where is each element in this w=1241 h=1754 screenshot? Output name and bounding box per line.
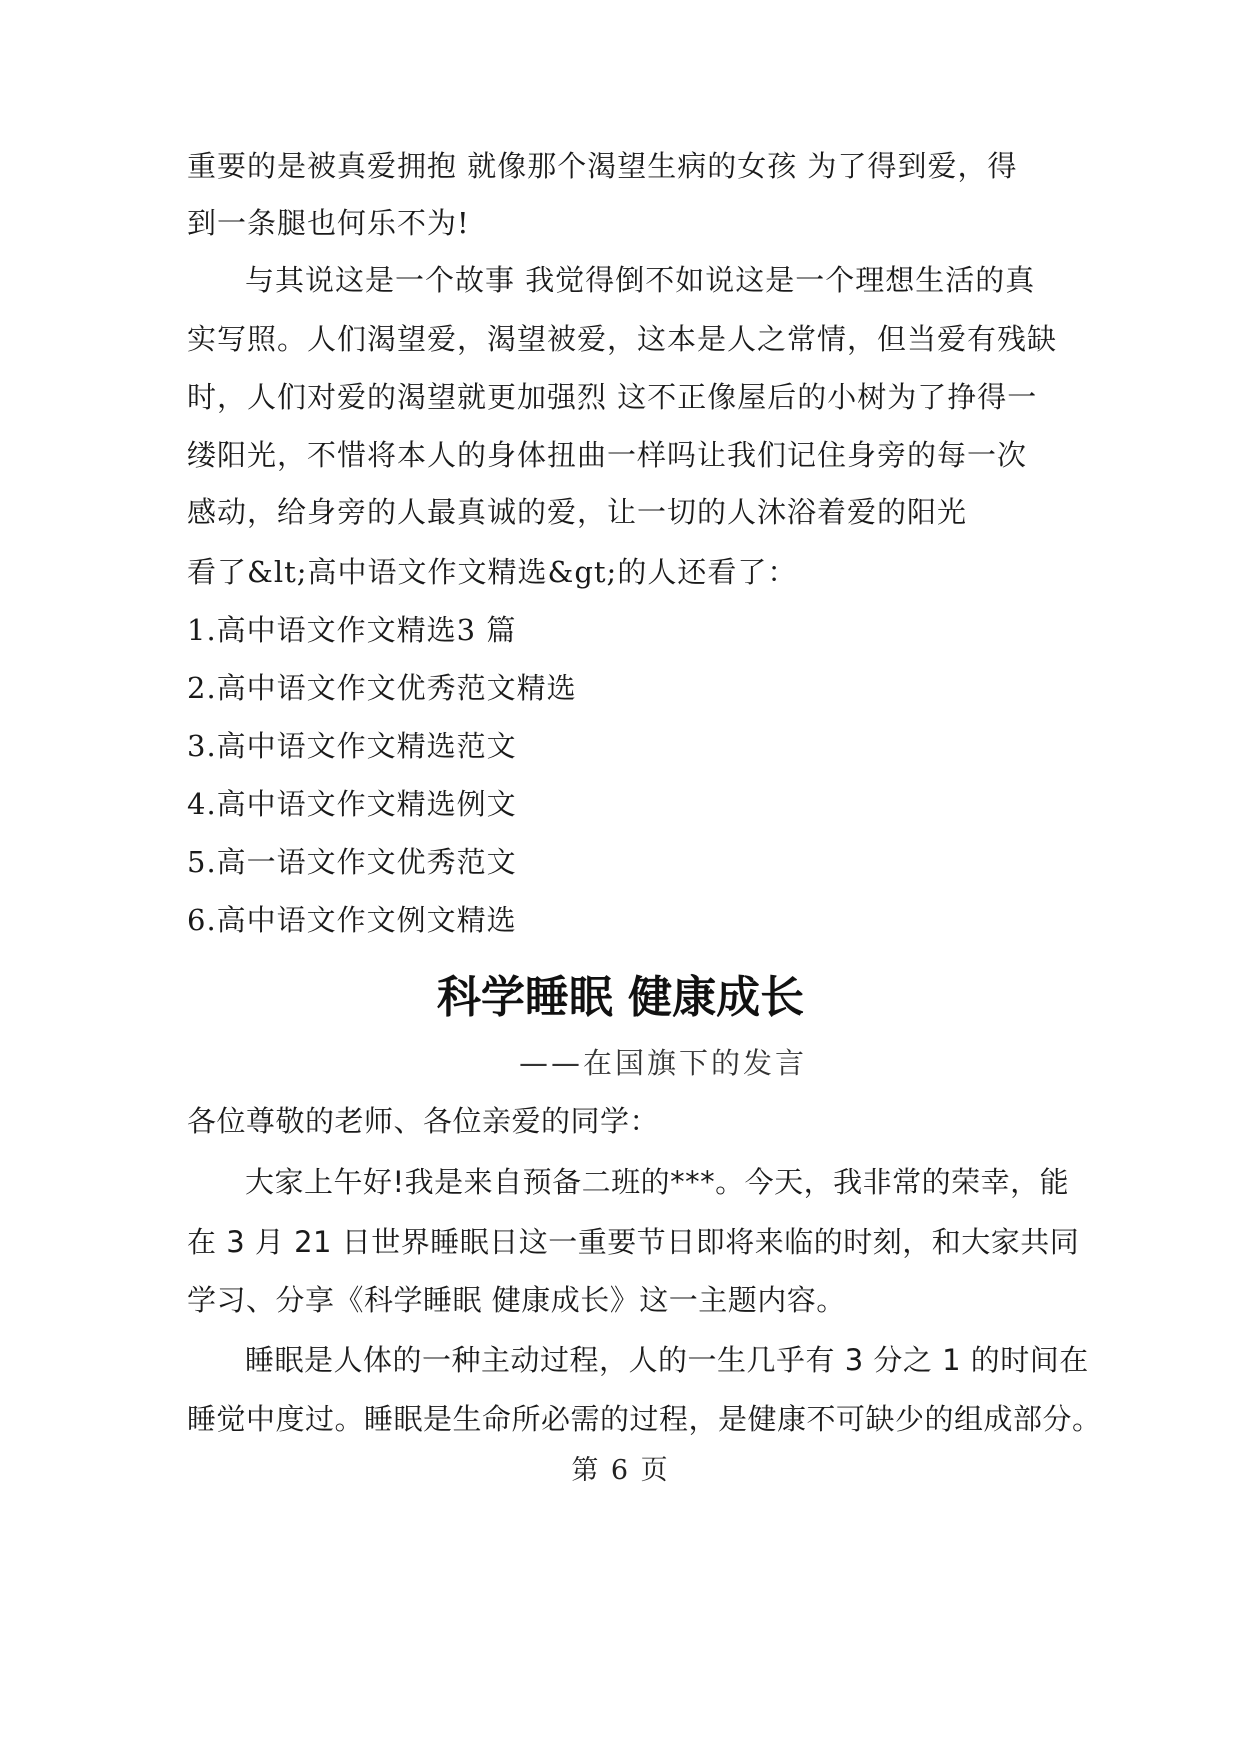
essay-line-6: 缕阳光，不惜将本人的身体扭曲一样吗让我们记住身旁的每一次: [187, 438, 1028, 472]
related-link-6[interactable]: 6.高中语文作文例文精选: [187, 903, 517, 937]
related-link-4[interactable]: 4.高中语文作文精选例文: [187, 787, 517, 821]
page-number: 第 6 页: [571, 1455, 670, 1486]
speech-title: 科学睡眠 健康成长: [436, 972, 805, 1023]
speech-salutation: 各位尊敬的老师、各位亲爱的同学：: [187, 1104, 660, 1138]
related-link-2[interactable]: 2.高中语文作文优秀范文精选: [187, 671, 577, 705]
essay-line-1: 重要的是被真爱拥抱 就像那个渴望生病的女孩 为了得到爱，得: [187, 149, 1018, 183]
essay-line-7: 感动，给身旁的人最真诚的爱，让一切的人沐浴着爱的阳光: [187, 495, 968, 529]
related-link-1[interactable]: 1.高中语文作文精选3 篇: [187, 613, 517, 647]
essay-line-2: 到一条腿也何乐不为!: [187, 206, 470, 240]
speech-line-1: 大家上午好!我是来自预备二班的***。今天，我非常的荣幸，能: [245, 1165, 1070, 1199]
speech-line-4: 睡眠是人体的一种主动过程，人的一生几乎有 3 分之 1 的时间在: [245, 1343, 1089, 1377]
speech-line-2: 在 3 月 21 日世界睡眠日这一重要节日即将来临的时刻，和大家共同: [187, 1225, 1080, 1259]
related-link-3[interactable]: 3.高中语文作文精选范文: [187, 729, 517, 763]
essay-line-3: 与其说这是一个故事 我觉得倒不如说这是一个理想生活的真: [245, 263, 1036, 297]
speech-line-3: 学习、分享《科学睡眠 健康成长》这一主题内容。: [187, 1283, 846, 1317]
related-link-5[interactable]: 5.高一语文作文优秀范文: [187, 845, 517, 879]
speech-line-5: 睡觉中度过。睡眠是生命所必需的过程，是健康不可缺少的组成部分。: [187, 1402, 1102, 1436]
related-heading: 看了&lt;高中语文作文精选&gt;的人还看了：: [187, 555, 798, 589]
speech-subtitle: ——在国旗下的发言: [518, 1046, 807, 1080]
essay-line-4: 实写照。人们渴望爱，渴望被爱，这本是人之常情，但当爱有残缺: [187, 322, 1058, 356]
essay-line-5: 时，人们对爱的渴望就更加强烈 这不正像屋后的小树为了挣得一: [187, 380, 1038, 414]
